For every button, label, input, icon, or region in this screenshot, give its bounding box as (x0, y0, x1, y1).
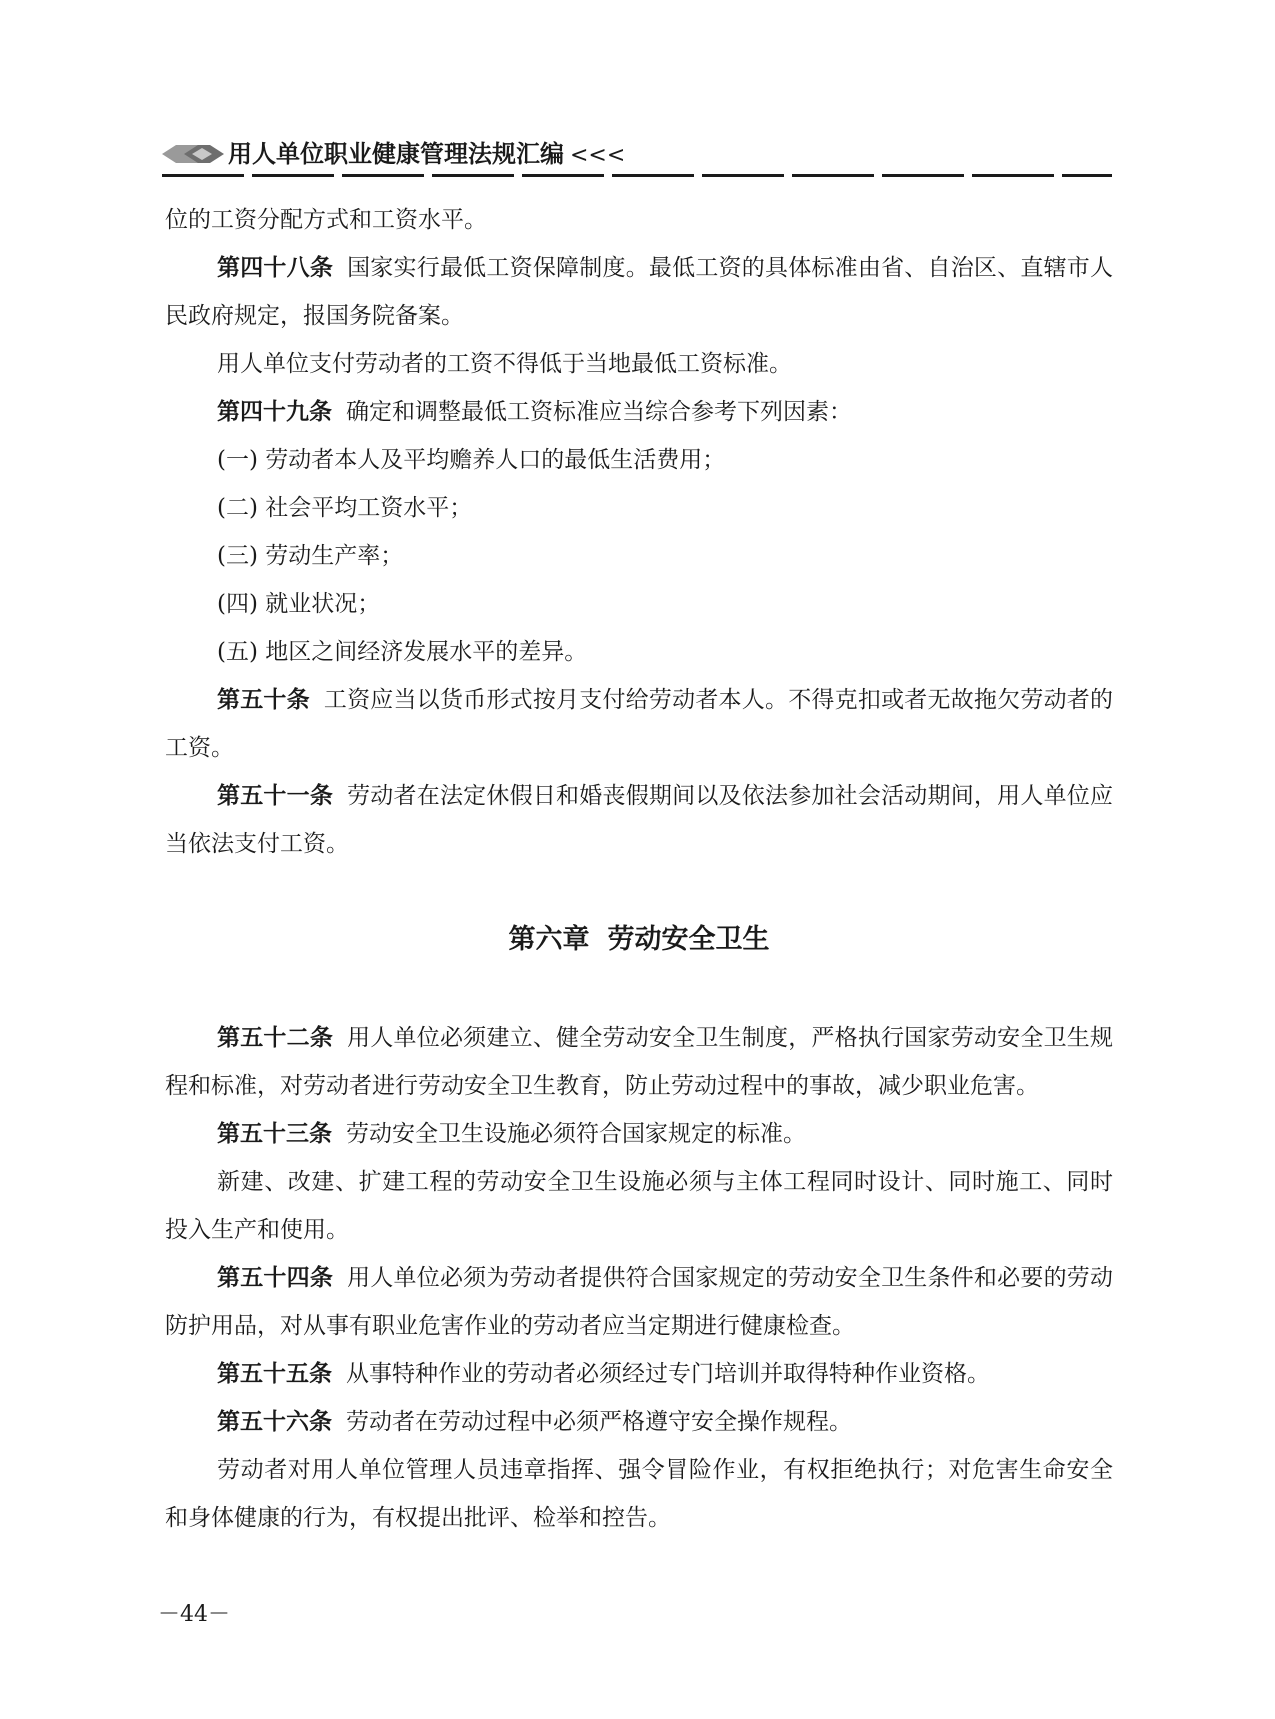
chapter-heading (165, 916, 1113, 964)
article-text: 劳动安全卫生设施必须符合国家规定的标准。 (346, 1121, 806, 1147)
article-55 (165, 1350, 1113, 1398)
article-text: 工资应当以货币形式按月支付给劳动者本人。不得克扣或者无故拖欠劳动者的工资。 (165, 687, 1114, 761)
list-item: (三) 劳动生产率； (217, 543, 404, 569)
article-text: 用人单位必须建立、健全劳动安全卫生制度，严格执行国家劳动安全卫生规程和标准，对劳动者进行劳动安全卫生教育，防止劳动过程中的事故，减少职业危害。 (165, 1025, 1114, 1099)
page-body (165, 196, 1113, 1542)
list-item: (五) 地区之间经济发展水平的差异。 (217, 639, 588, 665)
list-item: (二) 社会平均工资水平； (217, 495, 473, 521)
article-text: 劳动者在法定休假日和婚丧假期间以及依法参加社会活动期间，用人单位应当依法支付工资。 (165, 783, 1114, 857)
article-label: 第五十一条 (217, 783, 334, 809)
paragraph-continued: 位的工资分配方式和工资水平。 (165, 207, 487, 233)
article-text: 劳动者在劳动过程中必须严格遵守安全操作规程。 (346, 1409, 852, 1435)
article-52 (165, 1014, 1113, 1110)
chapter-title: 劳动安全卫生 (607, 924, 770, 955)
double-diamond-arrow-icon (162, 142, 224, 166)
article-50 (165, 676, 1113, 772)
article-label: 第五十二条 (217, 1025, 334, 1051)
list-item: (一) 劳动者本人及平均赡养人口的最低生活费用； (217, 447, 726, 473)
article-label: 第四十八条 (217, 255, 334, 281)
article-label: 第五十三条 (217, 1121, 332, 1147)
chapter-number: 第六章 (508, 924, 590, 955)
paragraph: 劳动者对用人单位管理人员违章指挥、强令冒险作业，有权拒绝执行；对危害生命安全和身体健康的行为，有权提出批评、检举和控告。 (165, 1457, 1113, 1531)
article-56 (165, 1398, 1113, 1446)
article-label: 第五十六条 (217, 1409, 332, 1435)
article-label: 第五十四条 (217, 1265, 334, 1291)
article-49 (165, 388, 1113, 436)
book-title-text: 用人单位职业健康管理法规汇编 (228, 140, 564, 168)
paragraph: 用人单位支付劳动者的工资不得低于当地最低工资标准。 (217, 351, 792, 377)
article-53 (165, 1110, 1113, 1158)
list-item: (四) 就业状况； (217, 591, 381, 617)
article-text: 用人单位必须为劳动者提供符合国家规定的劳动安全卫生条件和必要的劳动防护用品，对从事有职业危害作业的劳动者应当定期进行健康检查。 (165, 1265, 1114, 1339)
paragraph: 新建、改建、扩建工程的劳动安全卫生设施必须与主体工程同时设计、同时施工、同时投入生产和使用。 (165, 1169, 1113, 1243)
header-dashed-rule (162, 174, 1112, 177)
book-title (228, 138, 625, 172)
article-label: 第五十条 (217, 687, 310, 713)
article-54 (165, 1254, 1113, 1350)
article-text: 从事特种作业的劳动者必须经过专门培训并取得特种作业资格。 (346, 1361, 990, 1387)
article-label: 第五十五条 (217, 1361, 332, 1387)
article-51 (165, 772, 1113, 868)
article-text: 国家实行最低工资保障制度。最低工资的具体标准由省、自治区、直辖市人民政府规定，报国务院备案。 (165, 255, 1114, 329)
article-48 (165, 244, 1113, 340)
header-marks: <<< (570, 143, 626, 168)
running-header (162, 138, 1112, 178)
article-text: 确定和调整最低工资标准应当综合参考下列因素： (346, 399, 852, 425)
page-number: －44－ (158, 1602, 230, 1627)
article-label: 第四十九条 (217, 399, 332, 425)
